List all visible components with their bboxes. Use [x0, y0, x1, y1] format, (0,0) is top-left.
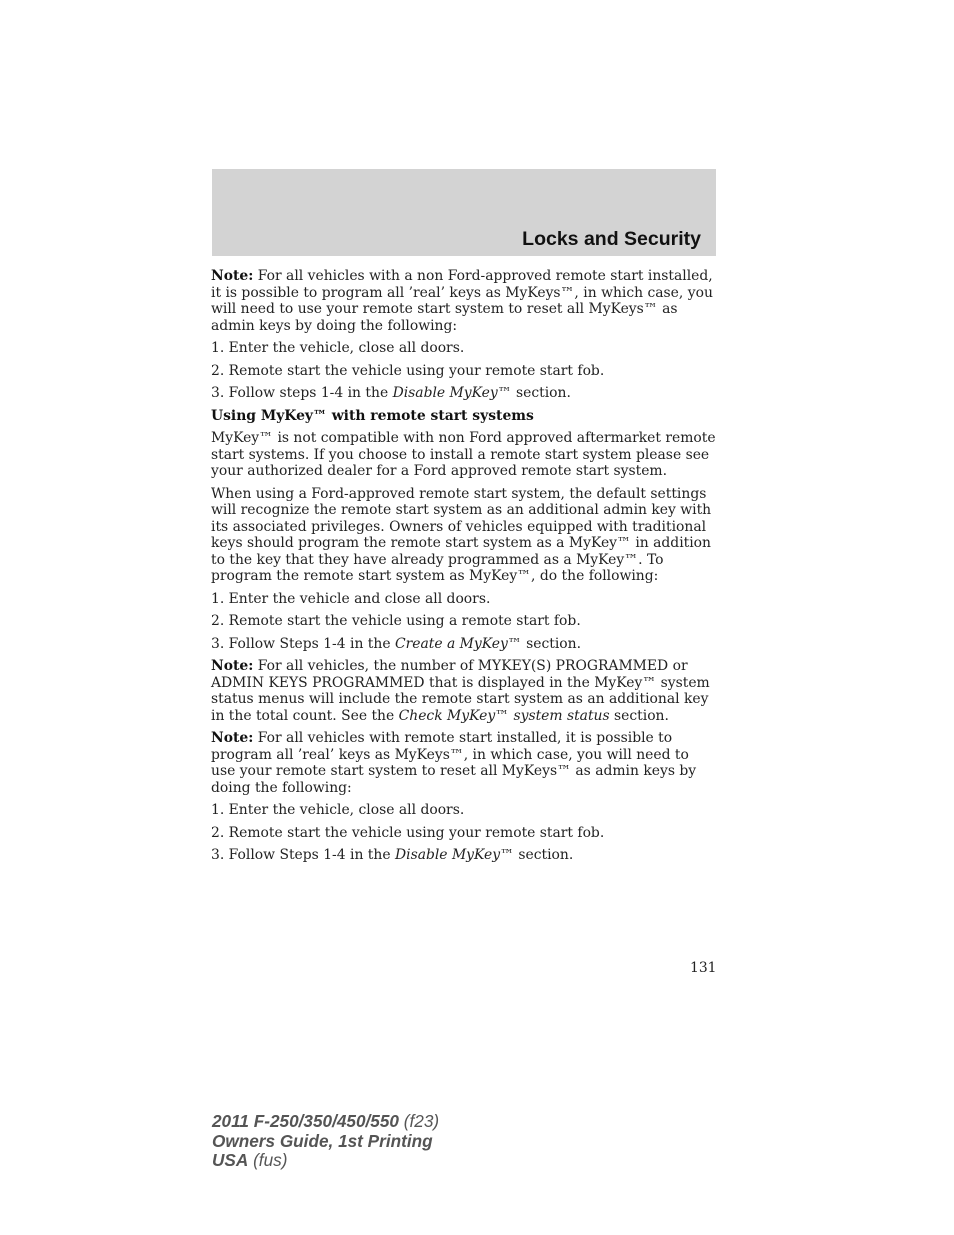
step-item: 2. Remote start the vehicle using a remote start fob. — [211, 613, 581, 629]
step-item: 2. Remote start the vehicle using your remote start fob. — [211, 362, 605, 379]
step-text: section. — [521, 635, 581, 652]
step-item: 1. Enter the vehicle, close all doors. — [211, 340, 465, 356]
subheading-text: Using MyKey™ with remote start systems — [211, 407, 534, 424]
section-reference: Check MyKey™ system status — [398, 707, 610, 724]
footer-model-text: 2011 F-250/350/450/550 — [212, 1111, 399, 1131]
step-text: section. — [513, 847, 574, 863]
step-text: 3. Follow Steps 1-4 in the — [211, 847, 395, 863]
note-text: For all vehicles, the number of MYKEY(S) PROGRAMMED or ADMIN KEYS PROGRAMMED that is displayed in the MyKey™ system status menus will include the remote start system as an additional key in the total count. See the — [211, 658, 710, 724]
note-text: section. — [609, 707, 669, 724]
section-reference: Disable MyKey™ — [394, 847, 514, 863]
note-label: Note: — [211, 268, 254, 284]
note-text: For all vehicles with remote start installed, it is possible to program all ’real’ keys as MyKeys™, in which case, you will need to use your remote start system to reset all MyKeys™ as admin keys by doing the following: — [211, 730, 697, 796]
document-footer — [212, 1112, 439, 1171]
note-label: Note: — [211, 730, 254, 746]
step-text: section. — [511, 385, 571, 401]
step-item — [211, 847, 717, 864]
page-content — [211, 268, 717, 870]
subheading — [211, 408, 717, 425]
footer-line-region — [212, 1151, 439, 1171]
section-reference: Create a MyKey™ — [394, 635, 522, 652]
section-header-band — [212, 169, 716, 256]
note-label: Note: — [211, 658, 254, 674]
note-paragraph — [211, 268, 717, 334]
step-text: 3. Follow Steps 1-4 in the — [211, 635, 395, 652]
footer-region-code: (fus) — [248, 1150, 288, 1170]
body-paragraph: When using a Ford-approved remote start system, the default settings will recognize the remote start system as an additional admin key with its associated privileges. Owners of vehicles equipped with traditional keys should program the remote start system as a MyKey™ in addition to the key that they have already programmed as a MyKey™. To program the remote start system as MyKey™, do the following: — [211, 485, 712, 584]
section-reference: Disable MyKey™ — [392, 385, 512, 401]
section-title: Locks and Security — [522, 228, 701, 250]
step-item — [211, 385, 717, 402]
footer-model-code: (f23) — [399, 1111, 440, 1131]
step-item: 2. Remote start the vehicle using your remote start fob. — [211, 824, 605, 841]
footer-line-guide: Owners Guide, 1st Printing — [212, 1130, 433, 1151]
step-item — [211, 636, 717, 653]
step-item: 1. Enter the vehicle, close all doors. — [211, 802, 465, 818]
note-paragraph — [211, 730, 717, 796]
step-text: 3. Follow steps 1-4 in the — [211, 385, 393, 401]
body-paragraph: MyKey™ is not compatible with non Ford approved aftermarket remote start systems. If you choose to install a remote start system please see your authorized dealer for a Ford approved remote start system. — [211, 430, 716, 479]
note-text: For all vehicles with a non Ford-approved remote start installed, it is possible to program all ’real’ keys as MyKeys™, in which case, you will need to use your remote start system to reset all MyKeys™ as admin keys by doing the following: — [211, 268, 713, 334]
step-item: 1. Enter the vehicle and close all doors. — [211, 590, 491, 607]
note-paragraph — [211, 658, 717, 724]
footer-region-text: USA — [212, 1150, 249, 1170]
page-number: 131 — [690, 960, 717, 976]
footer-line-model — [212, 1112, 439, 1132]
